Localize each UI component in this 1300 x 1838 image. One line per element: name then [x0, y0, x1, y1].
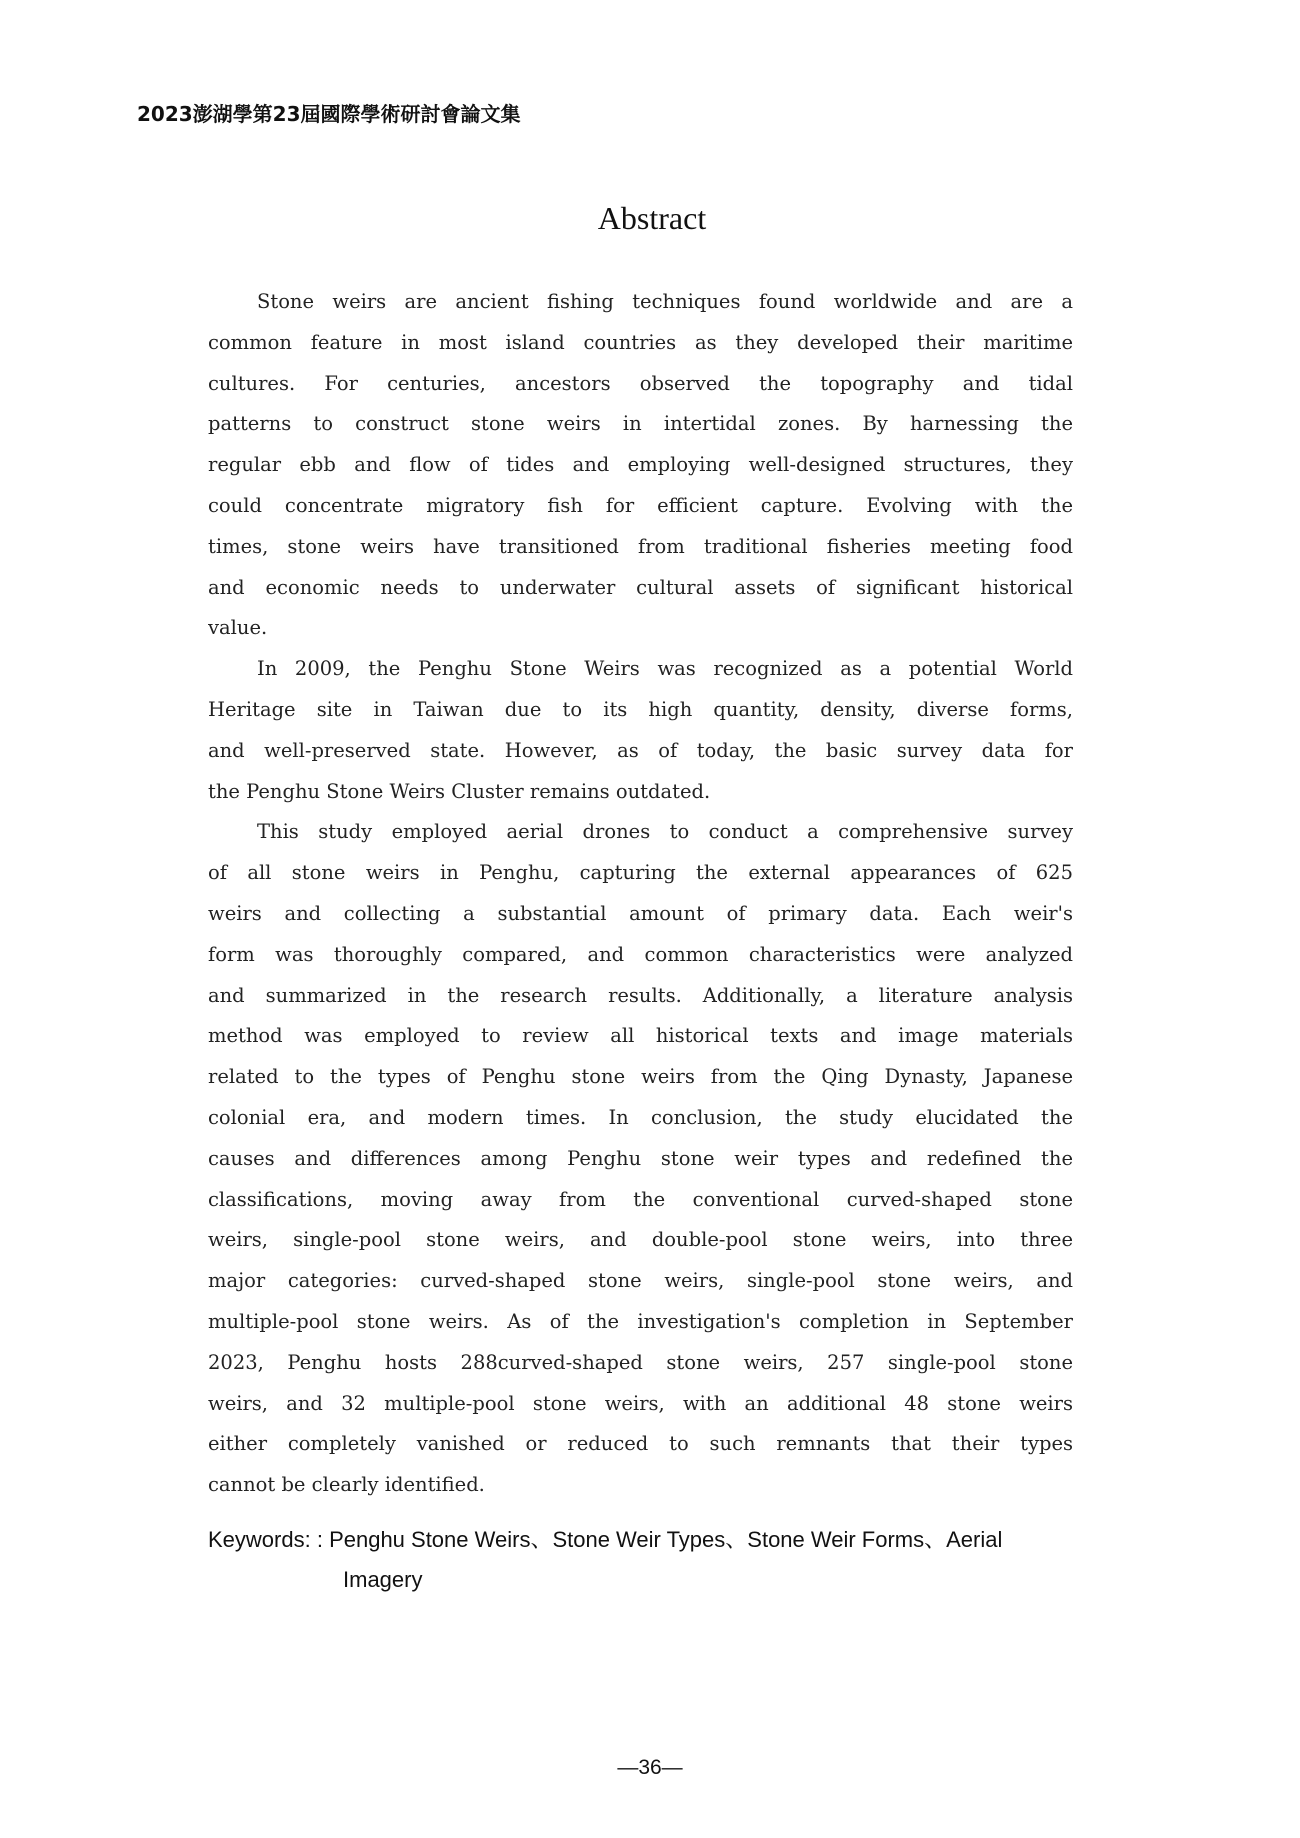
- text-line: This study employed aerial drones to conduct a comprehensive survey: [257, 820, 1073, 844]
- keywords-line-continued: Imagery: [343, 1567, 423, 1592]
- text-line: colonial era, and modern times. In conclusion, the study elucidated the: [208, 1105, 1073, 1129]
- text-line: of all stone weirs in Penghu, capturing the external appearances of 625: [208, 861, 1073, 885]
- page-number: —36—: [617, 1756, 683, 1779]
- text-line: related to the types of Penghu stone weirs from the Qing Dynasty, Japanese: [208, 1065, 1073, 1089]
- abstract-title: Abstract: [597, 200, 707, 236]
- text-line: Heritage site in Taiwan due to its high quantity, density, diverse forms,: [208, 697, 1073, 721]
- running-header: 2023澎湖學第23屆國際學術研討會論文集: [137, 102, 521, 126]
- text-line: cultures. For centuries, ancestors observed the topography and tidal: [208, 371, 1073, 395]
- keywords-block: [208, 1520, 1078, 1600]
- text-line: weirs and collecting a substantial amount of primary data. Each weir's: [208, 901, 1073, 925]
- text-line: common feature in most island countries as they developed their maritime: [208, 330, 1073, 354]
- text-line: regular ebb and flow of tides and employing well-designed structures, they: [208, 453, 1073, 477]
- text-line: the Penghu Stone Weirs Cluster remains outdated.: [208, 779, 711, 803]
- text-line: form was thoroughly compared, and common characteristics were analyzed: [208, 942, 1073, 966]
- text-line: and economic needs to underwater cultural assets of significant historical: [208, 575, 1073, 599]
- text-line: In 2009, the Penghu Stone Weirs was recognized as a potential World: [257, 657, 1073, 681]
- text-line: and summarized in the research results. Additionally, a literature analysis: [208, 983, 1073, 1007]
- keywords-line: [208, 1520, 1078, 1560]
- text-line: could concentrate migratory fish for efficient capture. Evolving with the: [208, 493, 1073, 517]
- text-line: method was employed to review all historical texts and image materials: [208, 1024, 1073, 1048]
- keywords-list: Penghu Stone Weirs、Stone Weir Types、Stone Weir Forms、Aerial: [329, 1527, 1003, 1552]
- text-line: and well-preserved state. However, as of today, the basic survey data for: [208, 738, 1073, 762]
- text-line: value.: [208, 616, 268, 640]
- abstract-body: [208, 282, 1073, 1506]
- text-line: patterns to construct stone weirs in intertidal zones. By harnessing the: [208, 412, 1073, 436]
- text-line: major categories: curved-shaped stone weirs, single-pool stone weirs, and: [208, 1269, 1073, 1293]
- text-line: either completely vanished or reduced to such remnants that their types: [208, 1432, 1073, 1456]
- text-line: causes and differences among Penghu stone weir types and redefined the: [208, 1146, 1073, 1170]
- text-line: weirs, single-pool stone weirs, and double-pool stone weirs, into three: [208, 1228, 1073, 1252]
- keywords-label: Keywords: :: [208, 1527, 323, 1552]
- text-line: Stone weirs are ancient fishing techniques found worldwide and are a: [257, 290, 1073, 313]
- text-line: times, stone weirs have transitioned from traditional fisheries meeting food: [208, 534, 1073, 558]
- text-line: 2023, Penghu hosts 288curved-shaped stone weirs, 257 single-pool stone: [208, 1350, 1073, 1374]
- text-line: classifications, moving away from the conventional curved-shaped stone: [208, 1187, 1073, 1211]
- text-line: cannot be clearly identified.: [208, 1473, 485, 1497]
- text-line: weirs, and 32 multiple-pool stone weirs, with an additional 48 stone weirs: [208, 1391, 1073, 1415]
- text-line: multiple-pool stone weirs. As of the investigation's completion in September: [208, 1309, 1073, 1333]
